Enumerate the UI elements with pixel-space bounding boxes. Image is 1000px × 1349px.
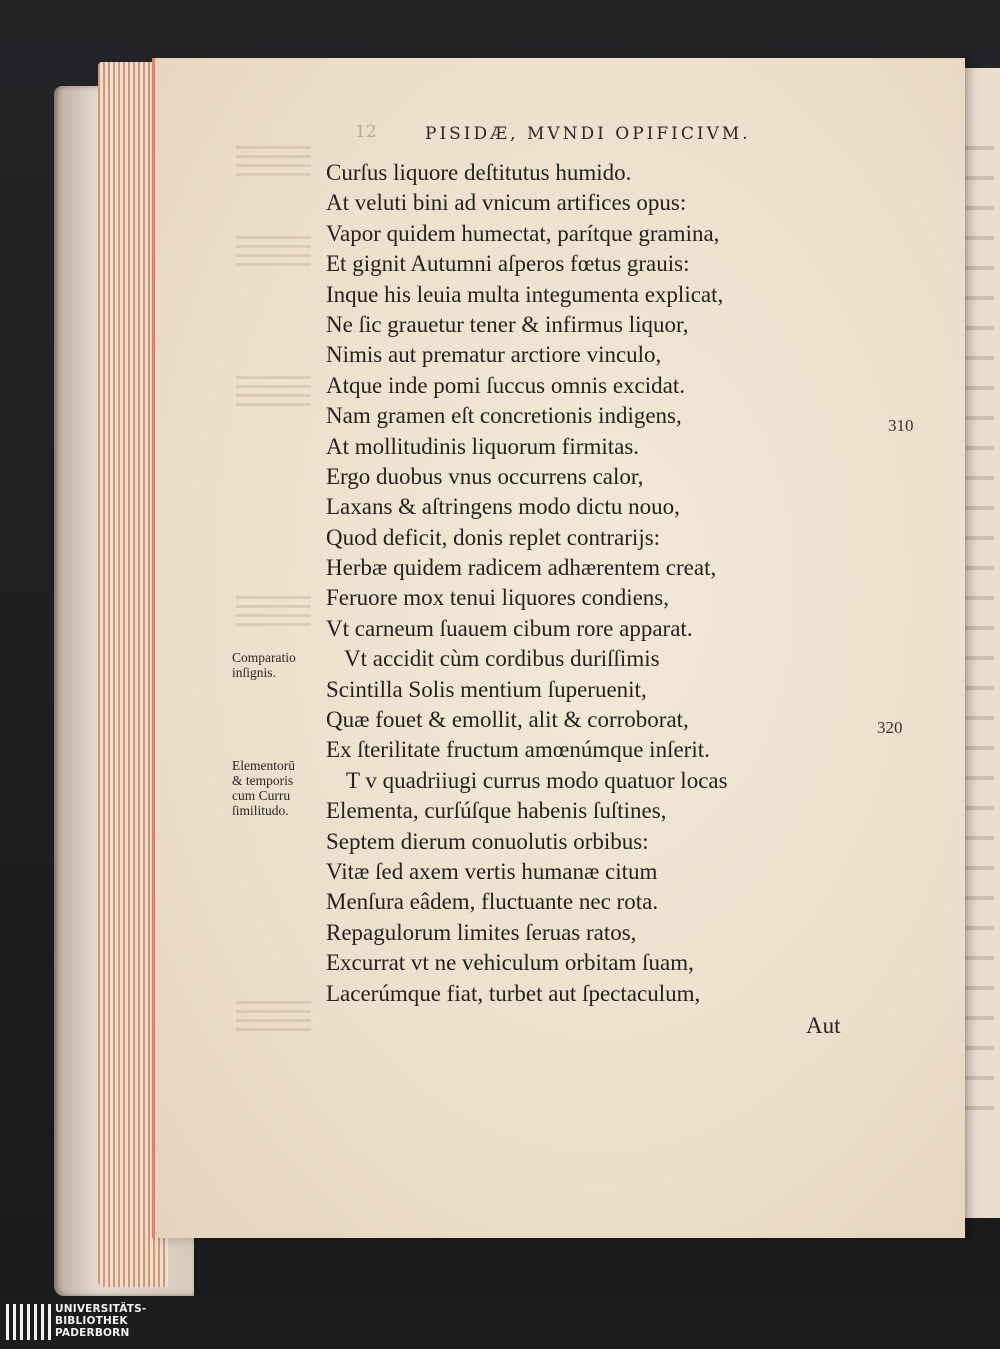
verse-line: Quod deficit, donis replet contrarijs: <box>326 524 661 550</box>
show-through-ghost <box>236 370 311 410</box>
show-through-ghost <box>236 230 311 270</box>
marginal-note: Elementorū & temporis cum Curru ſimilitudo. <box>232 758 295 818</box>
show-through-ghost <box>236 140 311 180</box>
verse-line: Ne ſic grauetur tener & infirmus liquor, <box>326 311 689 337</box>
verse-line: Scintilla Solis mentium ſuperuenit, <box>326 676 647 702</box>
verse-line: Atque inde pomi ſuccus omnis excidat. <box>326 372 685 398</box>
verse-line: Vitæ ſed axem vertis humanæ citum <box>326 858 658 884</box>
catchword: Aut <box>806 1013 841 1038</box>
verse-line: Menſura eâdem, fluctuante nec rota. <box>326 889 659 915</box>
line-number: 310 <box>888 416 914 435</box>
verse-line: Septem dierum conuolutis orbibus: <box>326 828 649 854</box>
page-number-faint: 12 <box>355 122 377 142</box>
verse-line: At veluti bini ad vnicum artifices opus: <box>326 190 687 216</box>
verse-line: Herbæ quidem radicem adhærentem creat, <box>326 555 717 581</box>
verse-line: Quæ fouet & emollit, alit & corroborat, <box>326 707 689 733</box>
show-through-ghost <box>236 995 311 1035</box>
verse-line: Vt carneum ſuauem cibum rore apparat. <box>326 615 693 641</box>
verse-line: Vapor quidem humectat, parítque gramina, <box>326 220 720 246</box>
verse-line: Laxans & aſtringens modo dictu nouo, <box>326 494 680 520</box>
verse-line: Ergo duobus vnus occurrens calor, <box>326 463 644 489</box>
verse-line: At mollitudinis liquorum firmitas. <box>326 433 640 459</box>
verse-line: T v quadriiugi currus modo quatuor locas <box>346 767 728 793</box>
verse-line: Feruore mox tenui liquores condiens, <box>326 585 670 611</box>
verse-line: Repagulorum limites ſeruas ratos, <box>326 919 637 945</box>
verse-line: Excurrat vt ne vehiculum orbitam ſuam, <box>326 950 694 976</box>
footer-bar <box>0 1298 1000 1349</box>
show-through-ghost <box>236 590 311 630</box>
verse-line: Curſus liquore deſtitutus humido. <box>326 160 632 185</box>
verse-line: Ex ſterilitate fructum amœnúmque inſerit. <box>326 737 710 763</box>
library-logo-text: UNIVERSITÄTS- BIBLIOTHEK PADERBORN <box>55 1303 147 1339</box>
verse-line: Nimis aut prematur arctiore vinculo, <box>326 342 662 368</box>
verse-line: Nam gramen eſt concretionis indigens, <box>326 403 682 429</box>
marginal-note: Comparatio inſignis. <box>232 650 296 680</box>
verse-line: Elementa, curſúſque habenis ſuſtines, <box>326 798 667 824</box>
verse-line: Inque his leuia multa integumenta explicat, <box>326 281 724 307</box>
running-head: PISIDÆ, MVNDI OPIFICIVM. <box>425 124 751 144</box>
verse-list <box>326 158 728 1009</box>
verse-line: Vt accidit cùm cordibus duriſſimis <box>344 646 660 672</box>
verse-line: Et gignit Autumni aſperos fœtus grauis: <box>326 251 690 277</box>
line-number: 320 <box>877 718 903 737</box>
verse-line: Lacerúmque fiat, turbet aut ſpectaculum, <box>326 980 701 1006</box>
library-logo-icon <box>6 1304 50 1340</box>
